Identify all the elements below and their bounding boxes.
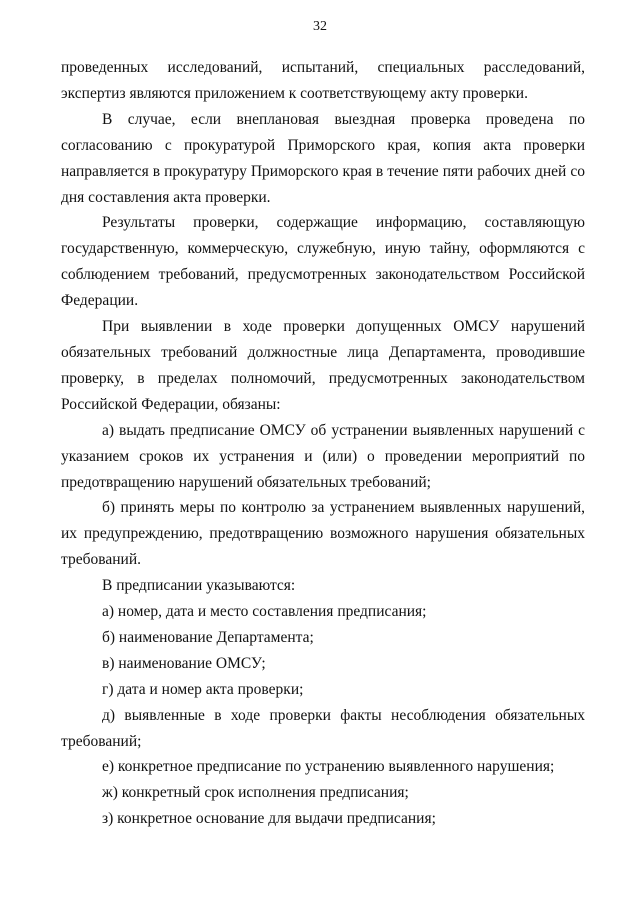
paragraph-prosecutor-copy: В случае, если внеплановая выездная проверка проведена по согласованию с прокуратурой Приморского края, копия акта проверки направляется в прокуратуру Приморского края в течение пяти рабочих дней со дня составления акта проверки.: [61, 110, 585, 206]
document-body: [61, 55, 585, 832]
list-item-zh-deadline: ж) конкретный срок исполнения предписания;: [102, 784, 409, 802]
list-item-g-act: г) дата и номер акта проверки;: [102, 680, 304, 698]
list-item-b-control: б) принять меры по контролю за устранением выявленных нарушений, их предупреждению, предотвращению возможного нарушения обязательных требований.: [61, 499, 585, 569]
list-item-v-omsu: в) наименование ОМСУ;: [102, 654, 266, 672]
page-number: 32: [313, 19, 327, 34]
paragraph-order-contents: В предписании указываются:: [102, 577, 296, 595]
list-item-e-order: е) конкретное предписание по устранению выявленного нарушения;: [102, 758, 555, 776]
list-item-b-department: б) наименование Департамента;: [102, 628, 314, 646]
list-item-a-number-date: а) номер, дата и место составления предписания;: [102, 603, 427, 621]
list-item-d-facts: д) выявленные в ходе проверки факты несоблюдения обязательных требований;: [61, 706, 585, 750]
list-item-z-basis: з) конкретное основание для выдачи предписания;: [102, 810, 436, 828]
paragraph-secret-results: Результаты проверки, содержащие информацию, составляющую государственную, коммерческую, служебную, иную тайну, оформляются с соблюдением требований, предусмотренных законодательством Российской Федерации.: [61, 214, 585, 310]
paragraph-attachments: проведенных исследований, испытаний, специальных расследований, экспертиз являются приложением к соответствующему акту проверки.: [61, 59, 585, 102]
list-item-a-order: а) выдать предписание ОМСУ об устранении выявленных нарушений с указанием сроков их устранения и (или) о проведении мероприятий по предотвращению нарушений обязательных требований;: [61, 421, 585, 491]
paragraph-violations-duties: При выявлении в ходе проверки допущенных ОМСУ нарушений обязательных требований должностные лица Департамента, проводившие проверку, в пределах полномочий, предусмотренных законодательством Российской Федерации, обязаны:: [61, 318, 585, 413]
